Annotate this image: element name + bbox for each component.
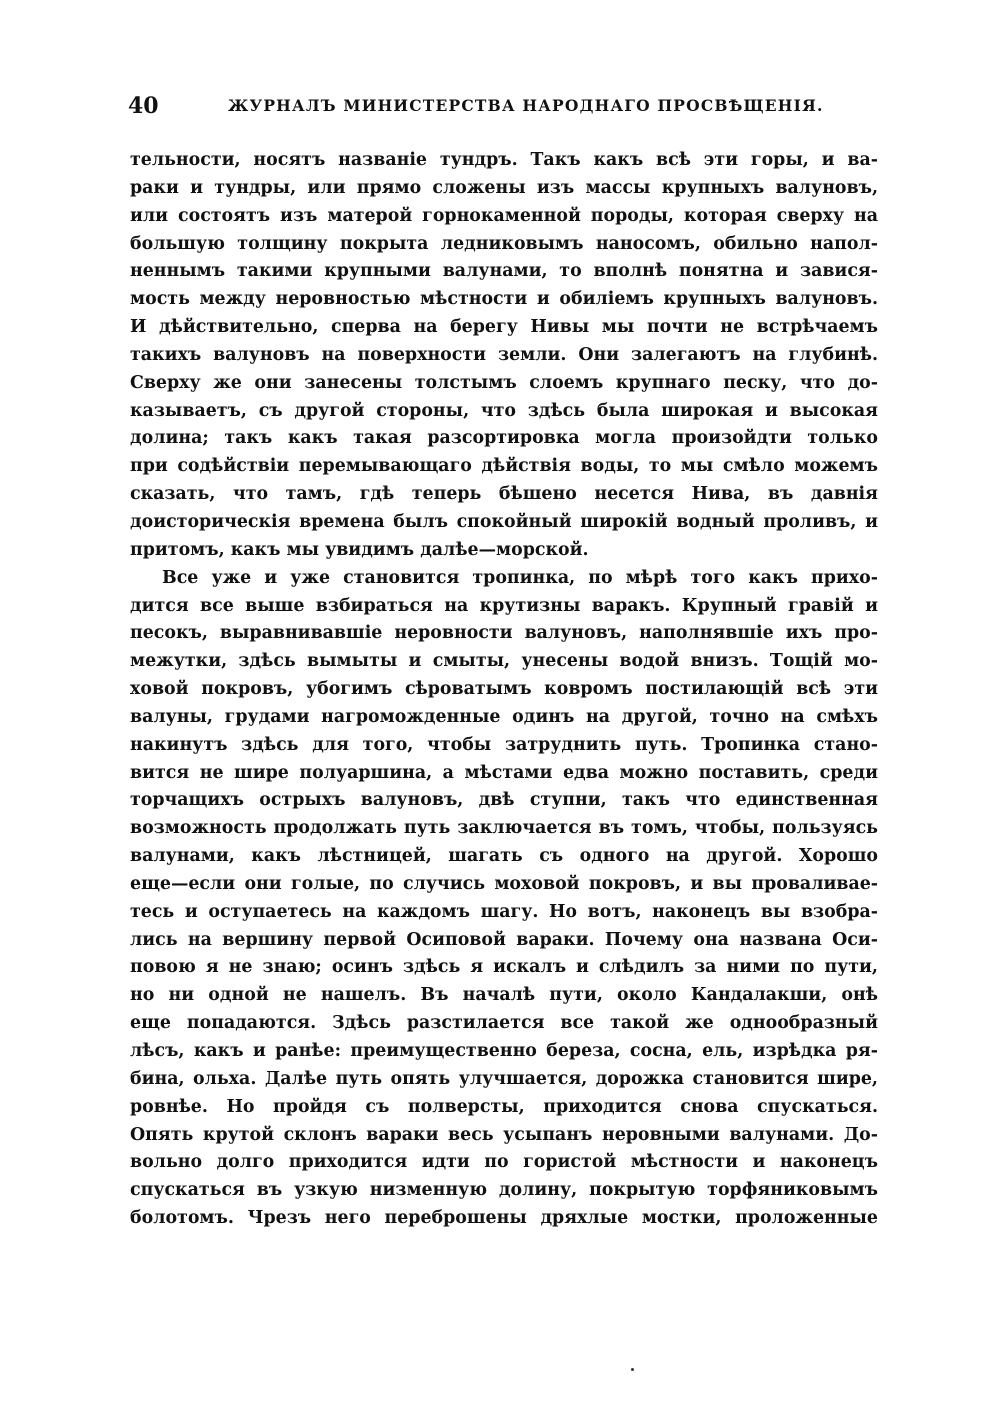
text-line: лѣсъ, какъ и ранѣе: преимущественно береза, сосна, ель, изрѣдка ря- bbox=[130, 1041, 878, 1061]
text-line: доисторическія времена былъ спокойный широкій водный проливъ, и bbox=[130, 511, 878, 532]
text-line: валунами, какъ лѣстницей, шагать съ одного на другой. Хорошо bbox=[130, 846, 878, 867]
text-line: ровнѣе. Но пройдя съ полверсты, приходится снова спускаться. bbox=[130, 1096, 878, 1117]
text-line: тельности, носятъ названіе тундръ. Такъ какъ всѣ эти горы, и ва- bbox=[130, 150, 878, 170]
page-number: 40 bbox=[128, 93, 159, 119]
text-line: долина; такъ какъ такая разсортировка могла произойдти только bbox=[130, 428, 878, 449]
text-line: песокъ, выравнивавшіе неровности валуновъ, наполнявшіе ихъ про- bbox=[130, 623, 878, 644]
paragraph-1 bbox=[130, 147, 878, 565]
text-line: спускаться въ узкую низменную долину, покрытую торфяниковымъ bbox=[130, 1180, 878, 1201]
text-line: вится не шире полуаршина, а мѣстами едва можно поставить, среди bbox=[130, 762, 878, 783]
text-line: или состоятъ изъ матерой горнокаменной породы, которая сверху на bbox=[130, 205, 878, 226]
text-line: межутки, здѣсь вымыты и смыты, унесены водой внизъ. Тощій мо- bbox=[130, 651, 878, 672]
text-line: казываетъ, съ другой стороны, что здѣсь была широкая и высокая bbox=[130, 400, 878, 421]
text-line: большую толщину покрыта ледниковымъ наносомъ, обильно напол- bbox=[130, 233, 878, 254]
text-line: накинутъ здѣсь для того, чтобы затруднить путь. Тропинка стано- bbox=[130, 734, 878, 755]
text-line: Все уже и уже становится тропинка, по мѣрѣ того какъ прихо- bbox=[162, 567, 878, 588]
text-line: при содѣйствіи перемывающаго дѣйствія воды, то мы смѣло можемъ bbox=[130, 456, 878, 477]
text-line: еще—если они голые, по случись моховой покровъ, и вы проваливае- bbox=[130, 873, 878, 894]
journal-title: ЖУРНАЛЪ МИНИСТЕРСТВА НАРОДНАГО ПРОСВѢЩЕНІЯ. bbox=[228, 96, 824, 115]
text-line: тесь и оступаетесь на каждомъ шагу. Но вотъ, наконецъ вы взобра- bbox=[130, 901, 878, 922]
text-line: валуны, грудами нагроможденные одинъ на другой, точно на смѣхъ bbox=[130, 706, 878, 727]
text-line: но ни одной не нашелъ. Въ началѣ пути, около Кандалакши, онѣ bbox=[130, 985, 878, 1006]
text-line: Сверху же они занесены толстымъ слоемъ крупнаго песку, что до- bbox=[130, 372, 878, 393]
text-line: мость между неровностью мѣстности и обиліемъ крупныхъ валуновъ. bbox=[130, 289, 878, 310]
text-line: ховой покровъ, убогимъ сѣроватымъ ковромъ постилающій всѣ эти bbox=[130, 679, 878, 700]
text-line: бина, ольха. Далѣе путь опять улучшается, дорожка становится шире, bbox=[130, 1068, 878, 1089]
text-line: повою я не знаю; осинъ здѣсь я искалъ и слѣдилъ за ними по пути, bbox=[130, 957, 878, 978]
text-line: лись на вершину первой Осиповой вараки. Почему она названа Оси- bbox=[130, 929, 878, 950]
running-head bbox=[128, 92, 878, 120]
text-line: еще попадаются. Здѣсь разстилается все такой же однообразный bbox=[130, 1013, 878, 1034]
text-line: такихъ валуновъ на поверхности земли. Они залегаютъ на глубинѣ. bbox=[130, 344, 878, 365]
text-line: И дѣйствительно, сперва на берегу Нивы мы почти не встрѣчаемъ bbox=[130, 317, 878, 338]
text-line: торчащихъ острыхъ валуновъ, двѣ ступни, такъ что единственная bbox=[130, 790, 878, 811]
body-text bbox=[130, 147, 878, 1233]
text-line: Опять крутой склонъ вараки весь усыпанъ неровными валунами. До- bbox=[130, 1124, 878, 1145]
text-line: дится все выше взбираться на крутизны варакъ. Крупный гравій и bbox=[130, 595, 878, 616]
text-line: возможность продолжать путь заключается въ томъ, чтобы, пользуясь bbox=[130, 818, 878, 839]
text-line: притомъ, какъ мы увидимъ далѣе—морской. bbox=[130, 539, 589, 560]
ink-speck bbox=[631, 1368, 634, 1371]
text-line: раки и тундры, или прямо сложены изъ массы крупныхъ валуновъ, bbox=[130, 177, 878, 198]
text-line: сказать, что тамъ, гдѣ теперь бѣшено несется Нива, въ давнія bbox=[130, 484, 878, 505]
text-line: вольно долго приходится идти по гористой мѣстности и наконецъ bbox=[130, 1152, 878, 1173]
paragraph-2 bbox=[130, 565, 878, 1233]
text-line: болотомъ. Чрезъ него переброшены дряхлые мостки, проложенные bbox=[130, 1208, 878, 1229]
text-line: неннымъ такими крупными валунами, то вполнѣ понятна и завися- bbox=[130, 261, 878, 282]
